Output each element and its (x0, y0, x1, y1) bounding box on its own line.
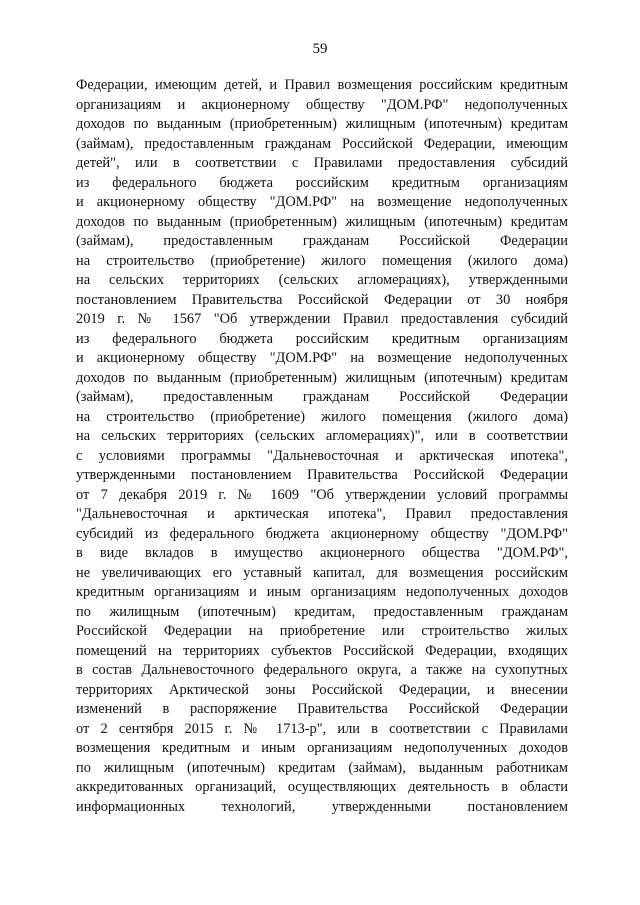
text-line: из федерального бюджета российским кредитным организациям (76, 330, 568, 347)
text-line: изменений в распоряжение Правительства Российской Федерации (76, 701, 568, 717)
text-line: Российской Федерации на приобретение или строительство жилых (76, 623, 568, 639)
text-line: территориях Арктической зоны Российской Федерации, и внесении (76, 681, 568, 698)
text-line: и акционерному обществу "ДОМ.РФ" на возмещение недополученных (76, 194, 568, 210)
body-text (76, 76, 568, 817)
text-line: по жилищным (ипотечным) кредитам (займам), выданным работникам (76, 759, 568, 776)
text-line: (займам), предоставленным гражданам Российской Федерации (76, 389, 568, 405)
text-line: "Дальневосточная и арктическая ипотека", Правил предоставления (76, 506, 568, 522)
text-line: на строительство (приобретение) жилого помещения (жилого дома) (76, 252, 568, 269)
text-line: в виде вкладов в имущество акционерного общества "ДОМ.РФ", (76, 545, 568, 561)
text-line: (займам), предоставленным гражданам Российской Федерации, имеющим (76, 135, 568, 152)
text-line: на строительство (приобретение) жилого помещения (жилого дома) (76, 408, 568, 425)
text-line: 2019 г. № 1567 "Об утверждении Правил предоставления субсидий (76, 311, 568, 327)
text-line: субсидий из федерального бюджета акционерному обществу "ДОМ.РФ" (76, 525, 568, 542)
text-line: на сельских территориях (сельских агломерациях), утвержденными (76, 272, 568, 288)
text-line: от 7 декабря 2019 г. № 1609 "Об утверждении условий программы (76, 486, 568, 503)
text-line: в состав Дальневосточного федерального округа, а также на сухопутных (76, 662, 568, 678)
page-number: 59 (312, 41, 328, 57)
text-line: утвержденными постановлением Правительства Российской Федерации (76, 467, 568, 483)
text-line: по жилищным (ипотечным) кредитам, предоставленным гражданам (76, 603, 568, 620)
text-line: помещений на территориях субъектов Российской Федерации, входящих (76, 642, 568, 659)
text-line: (займам), предоставленным гражданам Российской Федерации (76, 233, 568, 249)
text-line: из федерального бюджета российским кредитным организациям (76, 174, 568, 191)
text-line: кредитным организациям и иным организациям недополученных доходов (76, 584, 568, 600)
text-line: с условиями программы "Дальневосточная и арктическая ипотека", (76, 447, 568, 464)
text-line: доходов по выданным (приобретенным) жилищным (ипотечным) кредитам (76, 116, 568, 132)
text-line: и акционерному обществу "ДОМ.РФ" на возмещение недополученных (76, 350, 568, 366)
text-line: информационных технологий, утвержденными постановлением (76, 798, 568, 815)
text-line: на сельских территориях (сельских агломерациях)", или в соответствии (76, 428, 568, 444)
text-line: от 2 сентября 2015 г. № 1713-р", или в соответствии с Правилами (76, 720, 568, 737)
text-line: возмещения кредитным и иным организациям недополученных доходов (76, 740, 568, 756)
text-line: не увеличивающих его уставный капитал, для возмещения российским (76, 564, 568, 581)
text-line: аккредитованных организаций, осуществляющих деятельность в области (76, 779, 568, 795)
text-line: доходов по выданным (приобретенным) жилищным (ипотечным) кредитам (76, 369, 568, 386)
text-line: доходов по выданным (приобретенным) жилищным (ипотечным) кредитам (76, 213, 568, 230)
text-line: детей", или в соответствии с Правилами предоставления субсидий (76, 155, 568, 171)
text-line: организациям и акционерному обществу "ДОМ.РФ" недополученных (76, 96, 568, 113)
text-line: Федерации, имеющим детей, и Правил возмещения российским кредитным (76, 77, 568, 93)
text-line: постановлением Правительства Российской Федерации от 30 ноября (76, 291, 568, 308)
